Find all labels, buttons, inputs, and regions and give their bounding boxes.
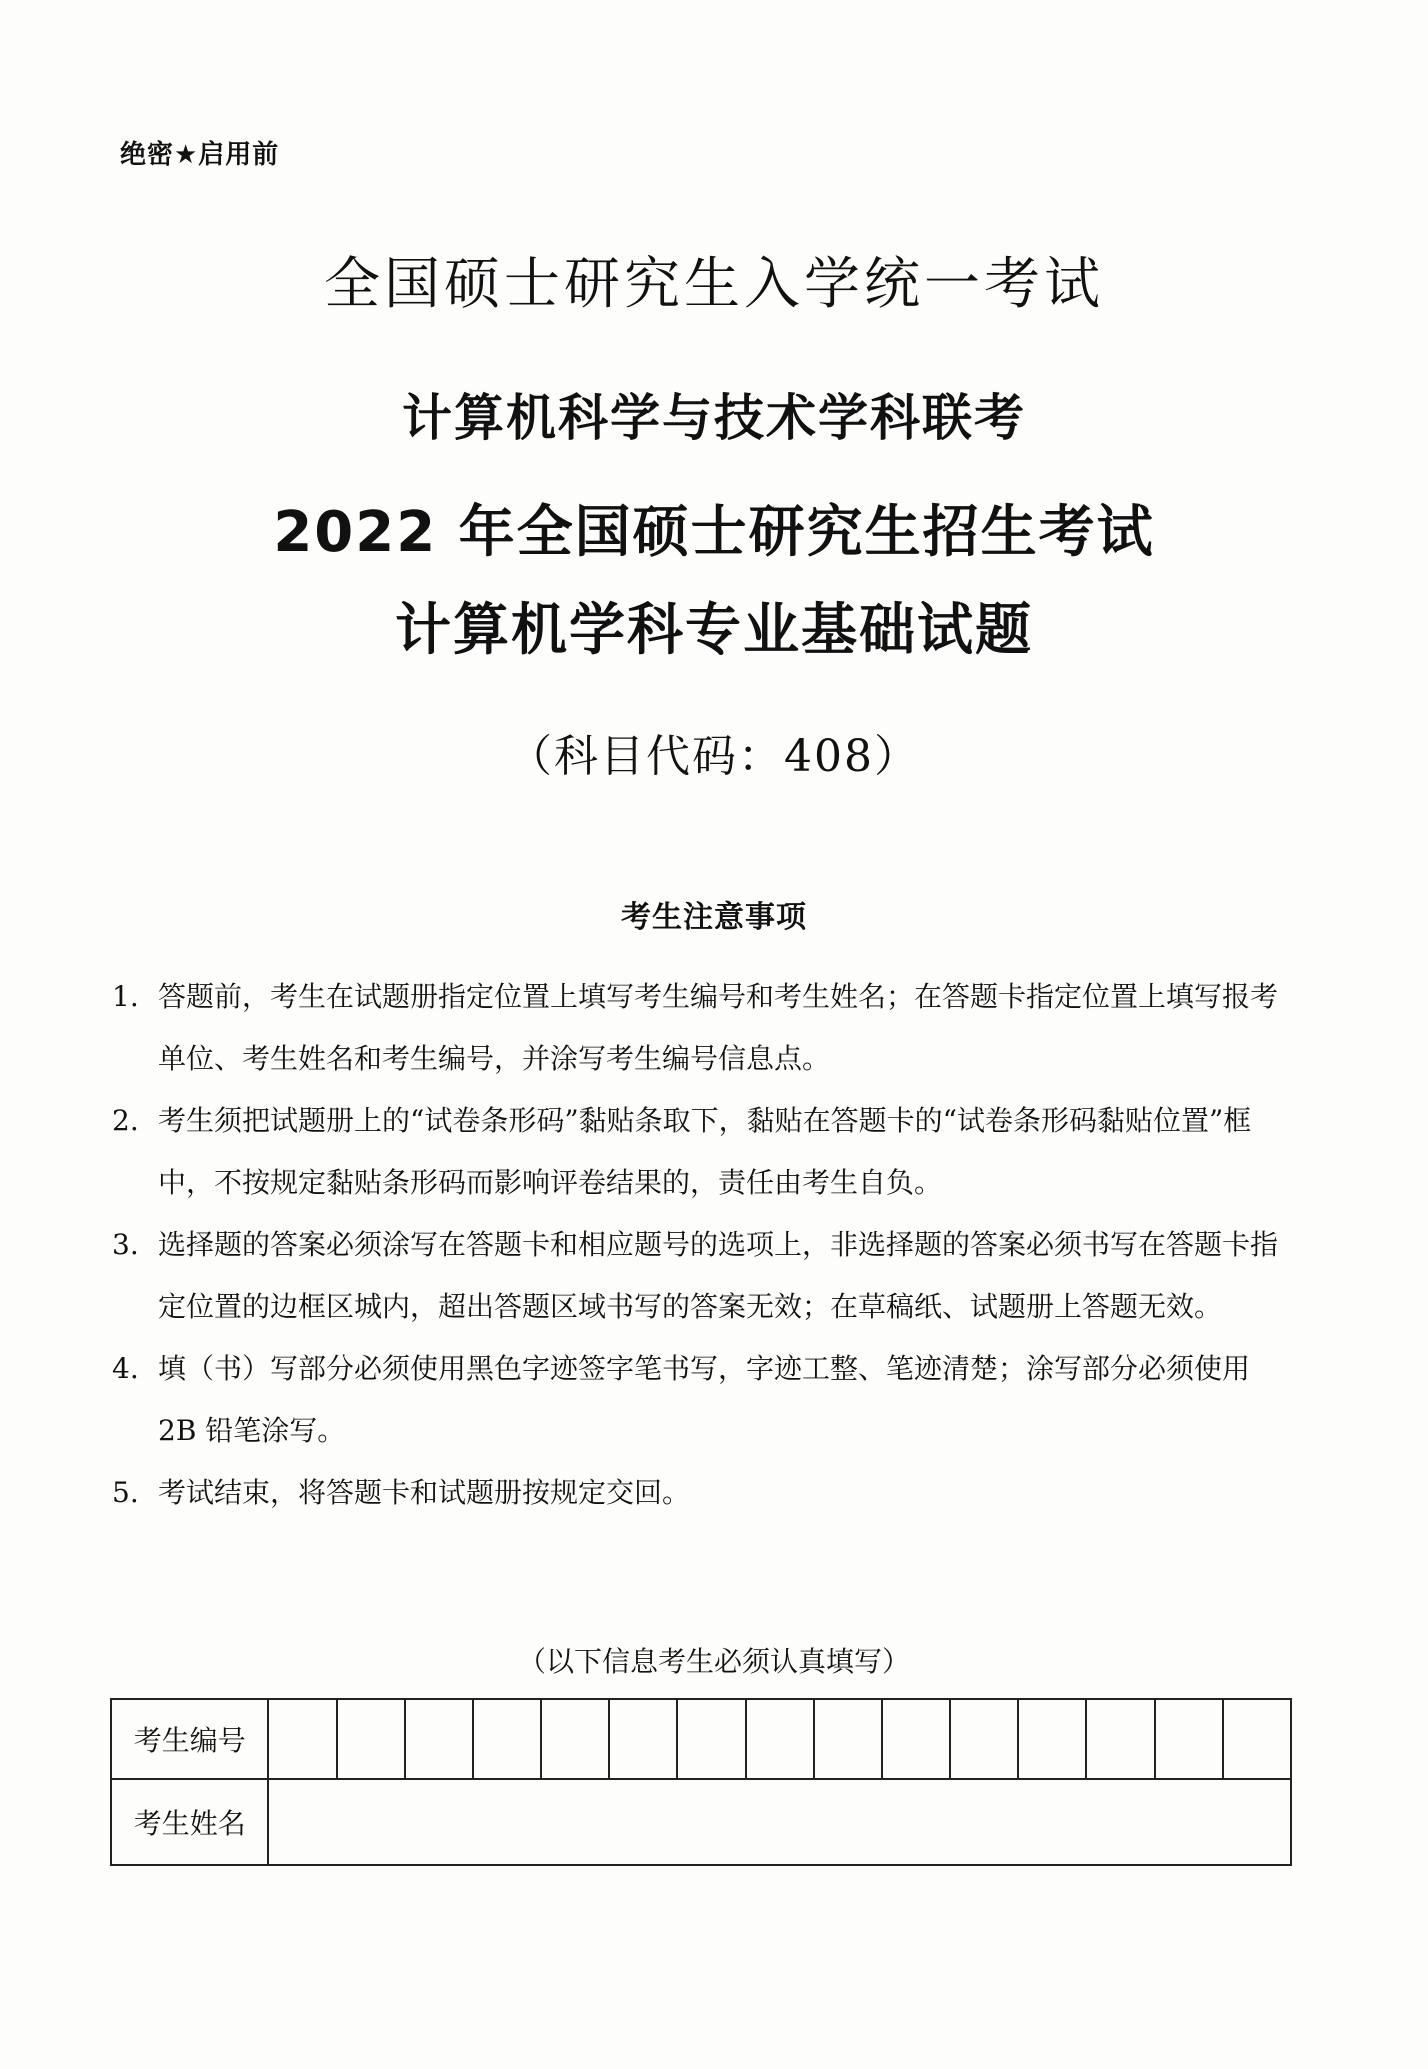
candidate-id-box[interactable] (541, 1699, 609, 1779)
candidate-id-box[interactable] (473, 1699, 541, 1779)
form-instruction: （以下信息考生必须认真填写） (517, 1645, 910, 1678)
candidate-id-box[interactable] (814, 1699, 882, 1779)
candidate-id-box[interactable] (746, 1699, 814, 1779)
exam-year-title: 2022 年全国硕士研究生招生考试 (273, 500, 1155, 565)
notice-number: 2. (112, 1104, 139, 1137)
candidate-id-box[interactable] (337, 1699, 405, 1779)
candidate-name-row (111, 1779, 1291, 1865)
notice-item (112, 1090, 1292, 1214)
candidate-info-table (110, 1698, 1292, 1866)
candidate-id-box[interactable] (268, 1699, 336, 1779)
notice-text: 考生须把试题册上的“试卷条形码”黏贴条取下，黏贴在答题卡的“试卷条形码黏贴位置”框中，不按规定黏贴条形码而影响评卷结果的，责任由考生自负。 (158, 1104, 1252, 1199)
candidate-id-box[interactable] (882, 1699, 950, 1779)
candidate-name-field[interactable] (268, 1779, 1291, 1865)
candidate-id-box[interactable] (677, 1699, 745, 1779)
notice-item (112, 1462, 1292, 1524)
notice-number: 5. (112, 1476, 139, 1509)
candidate-id-label: 考生编号 (111, 1699, 268, 1779)
secret-mark: 绝密★启用前 (120, 140, 280, 170)
subject-code: （科目代码：408） (508, 731, 920, 782)
notice-number: 3. (112, 1228, 139, 1261)
notice-item (112, 1338, 1292, 1462)
exam-paper-title: 计算机学科专业基础试题 (395, 598, 1033, 663)
candidate-id-box[interactable] (1223, 1699, 1291, 1779)
notice-item (112, 1214, 1292, 1338)
candidate-id-box[interactable] (1086, 1699, 1154, 1779)
notice-text: 填（书）写部分必须使用黑色字迹签字笔书写，字迹工整、笔迹清楚；涂写部分必须使用 2B 铅笔涂写。 (158, 1352, 1251, 1447)
notice-number: 4. (112, 1352, 139, 1385)
notice-number: 1. (112, 980, 139, 1013)
exam-subtitle: 计算机科学与技术学科联考 (402, 388, 1026, 447)
candidate-id-box[interactable] (609, 1699, 677, 1779)
notice-item (112, 966, 1292, 1090)
candidate-id-box[interactable] (1018, 1699, 1086, 1779)
candidate-id-box[interactable] (950, 1699, 1018, 1779)
notice-text: 考试结束，将答题卡和试题册按规定交回。 (158, 1476, 691, 1509)
notice-text: 选择题的答案必须涂写在答题卡和相应题号的选项上，非选择题的答案必须书写在答题卡指定位置的边框区城内，超出答题区域书写的答案无效；在草稿纸、试题册上答题无效。 (158, 1228, 1279, 1323)
notice-heading: 考生注意事项 (621, 900, 807, 935)
candidate-id-box[interactable] (405, 1699, 473, 1779)
candidate-id-row (111, 1699, 1291, 1779)
candidate-id-box[interactable] (1155, 1699, 1223, 1779)
candidate-name-label: 考生姓名 (111, 1779, 268, 1865)
notice-text: 答题前，考生在试题册指定位置上填写考生编号和考生姓名；在答题卡指定位置上填写报考单位、考生姓名和考生编号，并涂写考生编号信息点。 (158, 980, 1279, 1075)
exam-title: 全国硕士研究生入学统一考试 (324, 252, 1104, 317)
notice-list (112, 966, 1292, 1524)
